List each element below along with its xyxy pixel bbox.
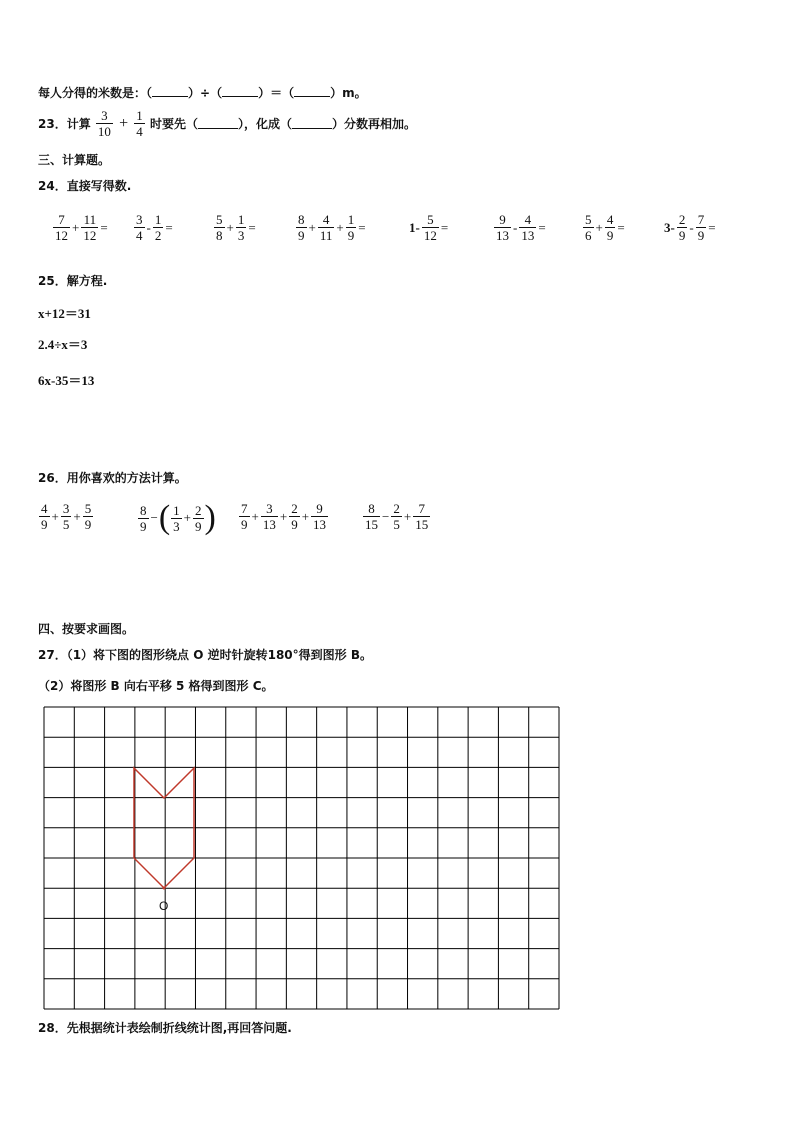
fraction: $\frac{5}{8}$ (216, 212, 223, 243)
fraction: $\frac{4}{11}$ (319, 212, 333, 243)
operator: + (403, 508, 412, 524)
answer-blank-4[interactable] (198, 118, 238, 129)
question-28: 28．先根据统计表绘制折线统计图,再回答问题. (38, 1021, 292, 1035)
fraction: $\frac{3}{13}$ (262, 501, 276, 532)
operator: + (73, 508, 81, 524)
q24-expression (663, 212, 717, 243)
question-24: 24．直接写得数. (38, 179, 132, 193)
operator: = (248, 219, 256, 235)
question-27-part-1: 27．（1）将下图的图形绕点 O 逆时针旋转180°得到图形 B。 (38, 648, 372, 662)
fraction: $\frac{8}{9}$ (298, 212, 305, 243)
fraction: $\frac{5}{12}$ (423, 212, 437, 243)
fraction: $\frac{3}{5}$ (62, 501, 70, 532)
section-3-title: 三、计算题。 (38, 153, 111, 167)
operator: − (150, 510, 158, 525)
question-27-part-2: （2）将图形 B 向右平移 5 格得到图形 C。 (38, 679, 274, 693)
fraction: $\frac{7}{15}$ (415, 501, 429, 532)
fraction: $\frac{1}{3}$ (173, 502, 180, 534)
fraction: $\frac{9}{13}$ (496, 212, 509, 243)
q26-expression (38, 501, 94, 532)
question-25: 25．解方程. (38, 274, 108, 288)
operator: + (72, 219, 80, 235)
operator: + (226, 219, 234, 235)
fraction: $\frac{1}{4}$ (136, 108, 143, 139)
per-person-meters-line: 每人分得的米数是：（ ）÷（ ）＝（ ）m。 (38, 86, 367, 100)
operator: = (100, 219, 108, 235)
equation-1: x+12＝31 (38, 306, 91, 321)
equation-3: 6x-35＝13 (38, 373, 95, 388)
operator: = (440, 219, 449, 235)
lead-term: 3- (664, 219, 675, 235)
question-23: 23．计算 $\frac{3}{10}$ + $\frac{1}{4}$ 时要先（ ），化成（ ）分数再相加。 (38, 108, 417, 139)
fraction: $\frac{8}{15}$ (365, 501, 378, 532)
lead-term: 1- (409, 219, 420, 235)
q26-expression (362, 501, 431, 532)
operator: = (165, 219, 173, 235)
q24-expression (493, 212, 547, 243)
fraction: $\frac{1}{2}$ (154, 212, 162, 243)
answer-blank-5[interactable] (292, 118, 332, 129)
q24-expression (582, 212, 626, 243)
fraction: $\frac{2}{9}$ (195, 502, 202, 534)
q26-expression (137, 501, 216, 535)
question-26: 26．用你喜欢的方法计算。 (38, 471, 187, 485)
fraction: $\frac{5}{6}$ (585, 212, 592, 243)
point-o-label: O (159, 899, 169, 913)
operator: - (689, 219, 694, 235)
answer-blank-1[interactable] (152, 86, 188, 97)
fraction: $\frac{7}{12}$ (55, 212, 68, 243)
operator: = (708, 219, 716, 235)
operator: − (382, 508, 390, 524)
fraction: $\frac{4}{9}$ (606, 212, 614, 243)
fraction: $\frac{7}{9}$ (697, 212, 705, 243)
fraction: $\frac{11}{12}$ (83, 212, 97, 243)
q24-expression (213, 212, 257, 243)
fraction: $\frac{4}{9}$ (41, 501, 48, 532)
right-paren: ) (204, 499, 216, 536)
fraction: $\frac{2}{9}$ (291, 501, 298, 532)
operator: + (51, 508, 59, 524)
operator: + (595, 219, 603, 235)
fraction: $\frac{9}{13}$ (313, 501, 327, 532)
point-o-marker (163, 887, 166, 890)
q24-expression (408, 212, 449, 243)
fraction: $\frac{8}{9}$ (140, 502, 147, 534)
fraction: $\frac{1}{9}$ (347, 212, 355, 243)
q24-expression (295, 212, 367, 243)
fraction: $\frac{1}{3}$ (237, 212, 245, 243)
equation-2: 2.4÷x＝3 (38, 337, 88, 352)
q26-expression (238, 501, 329, 532)
operator: + (183, 510, 192, 525)
operator: = (617, 219, 625, 235)
operator: + (251, 508, 259, 524)
q24-expression (133, 212, 174, 243)
operator: - (513, 219, 518, 235)
operator: = (358, 219, 366, 235)
operator: + (301, 508, 310, 524)
fraction: $\frac{5}{9}$ (84, 501, 92, 532)
operator: + (279, 508, 288, 524)
operator: + (336, 219, 344, 235)
q24-expression (52, 212, 109, 243)
left-paren: ( (158, 499, 171, 536)
fraction: $\frac{3}{4}$ (136, 212, 143, 243)
fraction: $\frac{4}{13}$ (521, 212, 535, 243)
section-4-title: 四、按要求画图。 (38, 622, 135, 636)
fraction: $\frac{3}{10}$ (97, 108, 111, 139)
operator: + (308, 219, 316, 235)
operator: = (538, 219, 546, 235)
fraction: $\frac{2}{5}$ (393, 501, 400, 532)
grid-lines (44, 707, 559, 1009)
answer-blank-2[interactable] (222, 86, 258, 97)
fraction: $\frac{7}{9}$ (241, 501, 248, 532)
fraction: $\frac{2}{9}$ (678, 212, 686, 243)
operator: - (146, 219, 151, 235)
drawing-grid (43, 706, 561, 1012)
answer-blank-3[interactable] (294, 86, 330, 97)
